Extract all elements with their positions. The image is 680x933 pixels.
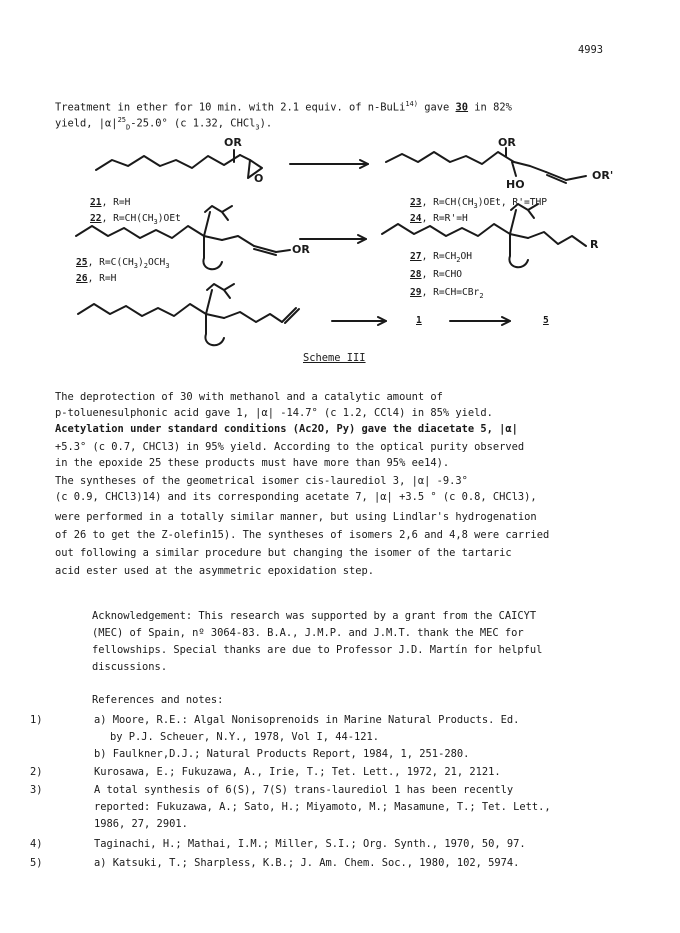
or-label-1: OR xyxy=(224,136,242,149)
chain-3-end xyxy=(276,250,290,252)
label-22-sub: 3 xyxy=(153,217,158,226)
ref-1b: b) Faulkner,D.J.; Natural Products Report, 1984, 1, 251-280. xyxy=(94,748,470,760)
label-23-sub: 3 xyxy=(473,201,478,210)
label-29 xyxy=(410,287,484,300)
ref-3a: A total synthesis of 6(S), 7(S) trans-laurediol 1 has been recently xyxy=(94,784,514,796)
intro-sup: 14) xyxy=(405,100,418,108)
label-29-text: , R=CH=CBr xyxy=(421,287,480,298)
chain-5-b xyxy=(224,312,282,322)
cmpd-25: 25 xyxy=(76,257,88,268)
ref-num-5: 5) xyxy=(30,857,43,869)
label-25-sub: 3 xyxy=(133,261,138,270)
cmpd-22: 22 xyxy=(90,213,102,224)
page-number: 4993 xyxy=(578,44,604,56)
para-line-3: Acetylation under standard conditions (Ac2O, Py) gave the diacetate 5, |α| xyxy=(55,423,518,435)
chain-2 xyxy=(386,152,514,164)
chain-4 xyxy=(382,224,510,236)
label-28 xyxy=(410,269,462,280)
para-line-5: in the epoxide 25 these products must have more than 95% ee14). xyxy=(55,457,450,469)
rotation-temp: 25 xyxy=(117,116,126,124)
chain-2-b xyxy=(514,162,546,172)
ref-num-1: 1) xyxy=(30,714,43,726)
rotation-label: yield, |α| xyxy=(55,117,118,130)
chain-1 xyxy=(96,155,240,170)
compound-ref: 30 xyxy=(455,101,469,114)
para-line-8: were performed in a totally similar manner, but using Lindlar's hydrogenation xyxy=(55,511,537,523)
label-25-sub3: 3 xyxy=(165,261,170,270)
label-24-text: , R=R'=H xyxy=(421,213,468,224)
label-28-text: , R=CHO xyxy=(421,269,462,280)
para-line-9: of 26 to get the Z-olefin15). The syntheses of isomers 2,6 and 4,8 were carried xyxy=(55,529,550,541)
ack-line-1: Acknowledgement: This research was supported by a grant from the CAICYT xyxy=(92,610,537,622)
label-23-end: )OEt, R'=THP xyxy=(477,197,548,208)
ref-5: a) Katsuki, T.; Sharpless, K.B.; J. Am. Chem. Soc., 1980, 102, 5974. xyxy=(94,857,520,869)
intro-text-end: in 82% xyxy=(468,101,512,114)
arrow-target-1: 1 xyxy=(416,315,422,326)
ack-line-3: fellowships. Special thanks are due to Professor J.D. Martín for helpful xyxy=(92,644,543,656)
label-25-mid: ) xyxy=(138,257,144,268)
ref-num-3: 3) xyxy=(30,784,43,796)
cmpd-29: 29 xyxy=(410,287,422,298)
para-line-6: The syntheses of the geometrical isomer cis-laurediol 3, |α| -9.3° xyxy=(55,475,468,487)
refs-title: References and notes: xyxy=(92,694,224,706)
chain-2-end xyxy=(566,176,586,180)
label-23 xyxy=(410,197,547,210)
acetonide-3 xyxy=(205,290,224,345)
label-26 xyxy=(76,273,116,284)
ref-1a: a) Moore, R.E.: Algal Nonisoprenoids in Marine Natural Products. Ed. xyxy=(94,714,520,726)
or-label-2: OR xyxy=(498,136,516,149)
label-27-sub: 2 xyxy=(456,255,461,264)
label-21-text: , R=H xyxy=(101,197,131,208)
ack-line-2: (MEC) of Spain, nº 3064-83. B.A., J.M.P. and J.M.T. thank the MEC for xyxy=(92,627,524,639)
or-label-3: OR xyxy=(292,243,310,256)
label-29-sub: 2 xyxy=(479,291,484,300)
label-21 xyxy=(90,197,130,208)
para-line-2: p-toluenesulphonic acid gave 1, |α| -14.7° (c 1.2, CCl4) in 85% yield. xyxy=(55,407,493,419)
or-prime-label: OR' xyxy=(592,169,614,182)
cmpd-24: 24 xyxy=(410,213,422,224)
chain-5 xyxy=(78,304,206,316)
acetonide-1 xyxy=(203,212,222,269)
chain-4-b xyxy=(528,232,586,246)
para-line-10: out following a similar procedure but changing the isomer of the tartaric xyxy=(55,547,512,559)
rotation-line: D xyxy=(126,123,131,132)
label-25-end: OCH xyxy=(148,257,166,268)
label-25-text: , R=C(CH xyxy=(87,257,134,268)
cmpd-21: 21 xyxy=(90,197,102,208)
ref-3c: 1986, 27, 2901. xyxy=(94,818,188,830)
chain-1-end xyxy=(240,155,250,160)
label-26-text: , R=H xyxy=(87,273,117,284)
ref-4: Taginachi, H.; Mathai, I.M.; Miller, S.I.; Org. Synth., 1970, 50, 97. xyxy=(94,838,526,850)
chcl3-sub: 3 xyxy=(255,123,260,132)
ref-num-2: 2) xyxy=(30,766,43,778)
label-22-text: , R=CH(CH xyxy=(101,213,154,224)
para-line-7: (c 0.9, CHCl3)14) and its corresponding acetate 7, |α| +3.5 ° (c 0.8, CHCl3), xyxy=(55,491,537,503)
cmpd-28: 28 xyxy=(410,269,422,280)
para-line-11: acid ester used at the asymmetric epoxidation step. xyxy=(55,565,375,577)
scheme-drawing xyxy=(0,0,680,380)
arrow-target-5: 5 xyxy=(543,315,549,326)
scheme-title: Scheme III xyxy=(303,352,366,364)
ref-3b: reported: Fukuzawa, A.; Sato, H.; Miyamoto, M.; Masamune, T.; Tet. Lett., xyxy=(94,801,551,813)
rotation-value: -25.0° (c 1.32, CHCl xyxy=(130,117,256,130)
label-22 xyxy=(90,213,181,226)
intro-text-tail: gave xyxy=(417,101,456,114)
para-line-1: The deprotection of 30 with methanol and a catalytic amount of xyxy=(55,391,443,403)
intro-close: ). xyxy=(259,117,273,130)
label-22-end: )OEt xyxy=(157,213,181,224)
label-23-text: , R=CH(CH xyxy=(421,197,474,208)
cmpd-27: 27 xyxy=(410,251,422,262)
acetonide-2 xyxy=(509,210,528,267)
ack-line-4: discussions. xyxy=(92,661,168,673)
label-27 xyxy=(410,251,472,264)
label-24 xyxy=(410,213,468,224)
label-25 xyxy=(76,257,170,270)
label-27-end: OH xyxy=(460,251,472,262)
cmpd-23: 23 xyxy=(410,197,422,208)
label-25-sub2: 2 xyxy=(143,261,148,270)
ref-1a-cont: by P.J. Scheuer, N.Y., 1978, Vol I, 44-121. xyxy=(110,731,379,743)
label-27-text: , R=CH xyxy=(421,251,457,262)
ref-2: Kurosawa, E.; Fukuzawa, A., Irie, T.; Tet. Lett., 1972, 21, 2121. xyxy=(94,766,501,778)
epoxide-o-label: O xyxy=(254,172,264,185)
ho-bond xyxy=(512,162,516,176)
para-line-4: +5.3° (c 0.7, CHCl3) in 95% yield. According to the optical purity observed xyxy=(55,441,525,453)
intro-text: Treatment in ether for 10 min. with 2.1 equiv. of n-BuLi xyxy=(55,101,406,114)
chain-3 xyxy=(76,226,204,238)
cmpd-26: 26 xyxy=(76,273,88,284)
r-label: R xyxy=(590,238,599,251)
ho-label: HO xyxy=(506,178,525,191)
ref-num-4: 4) xyxy=(30,838,43,850)
chain-3-b xyxy=(222,236,254,246)
